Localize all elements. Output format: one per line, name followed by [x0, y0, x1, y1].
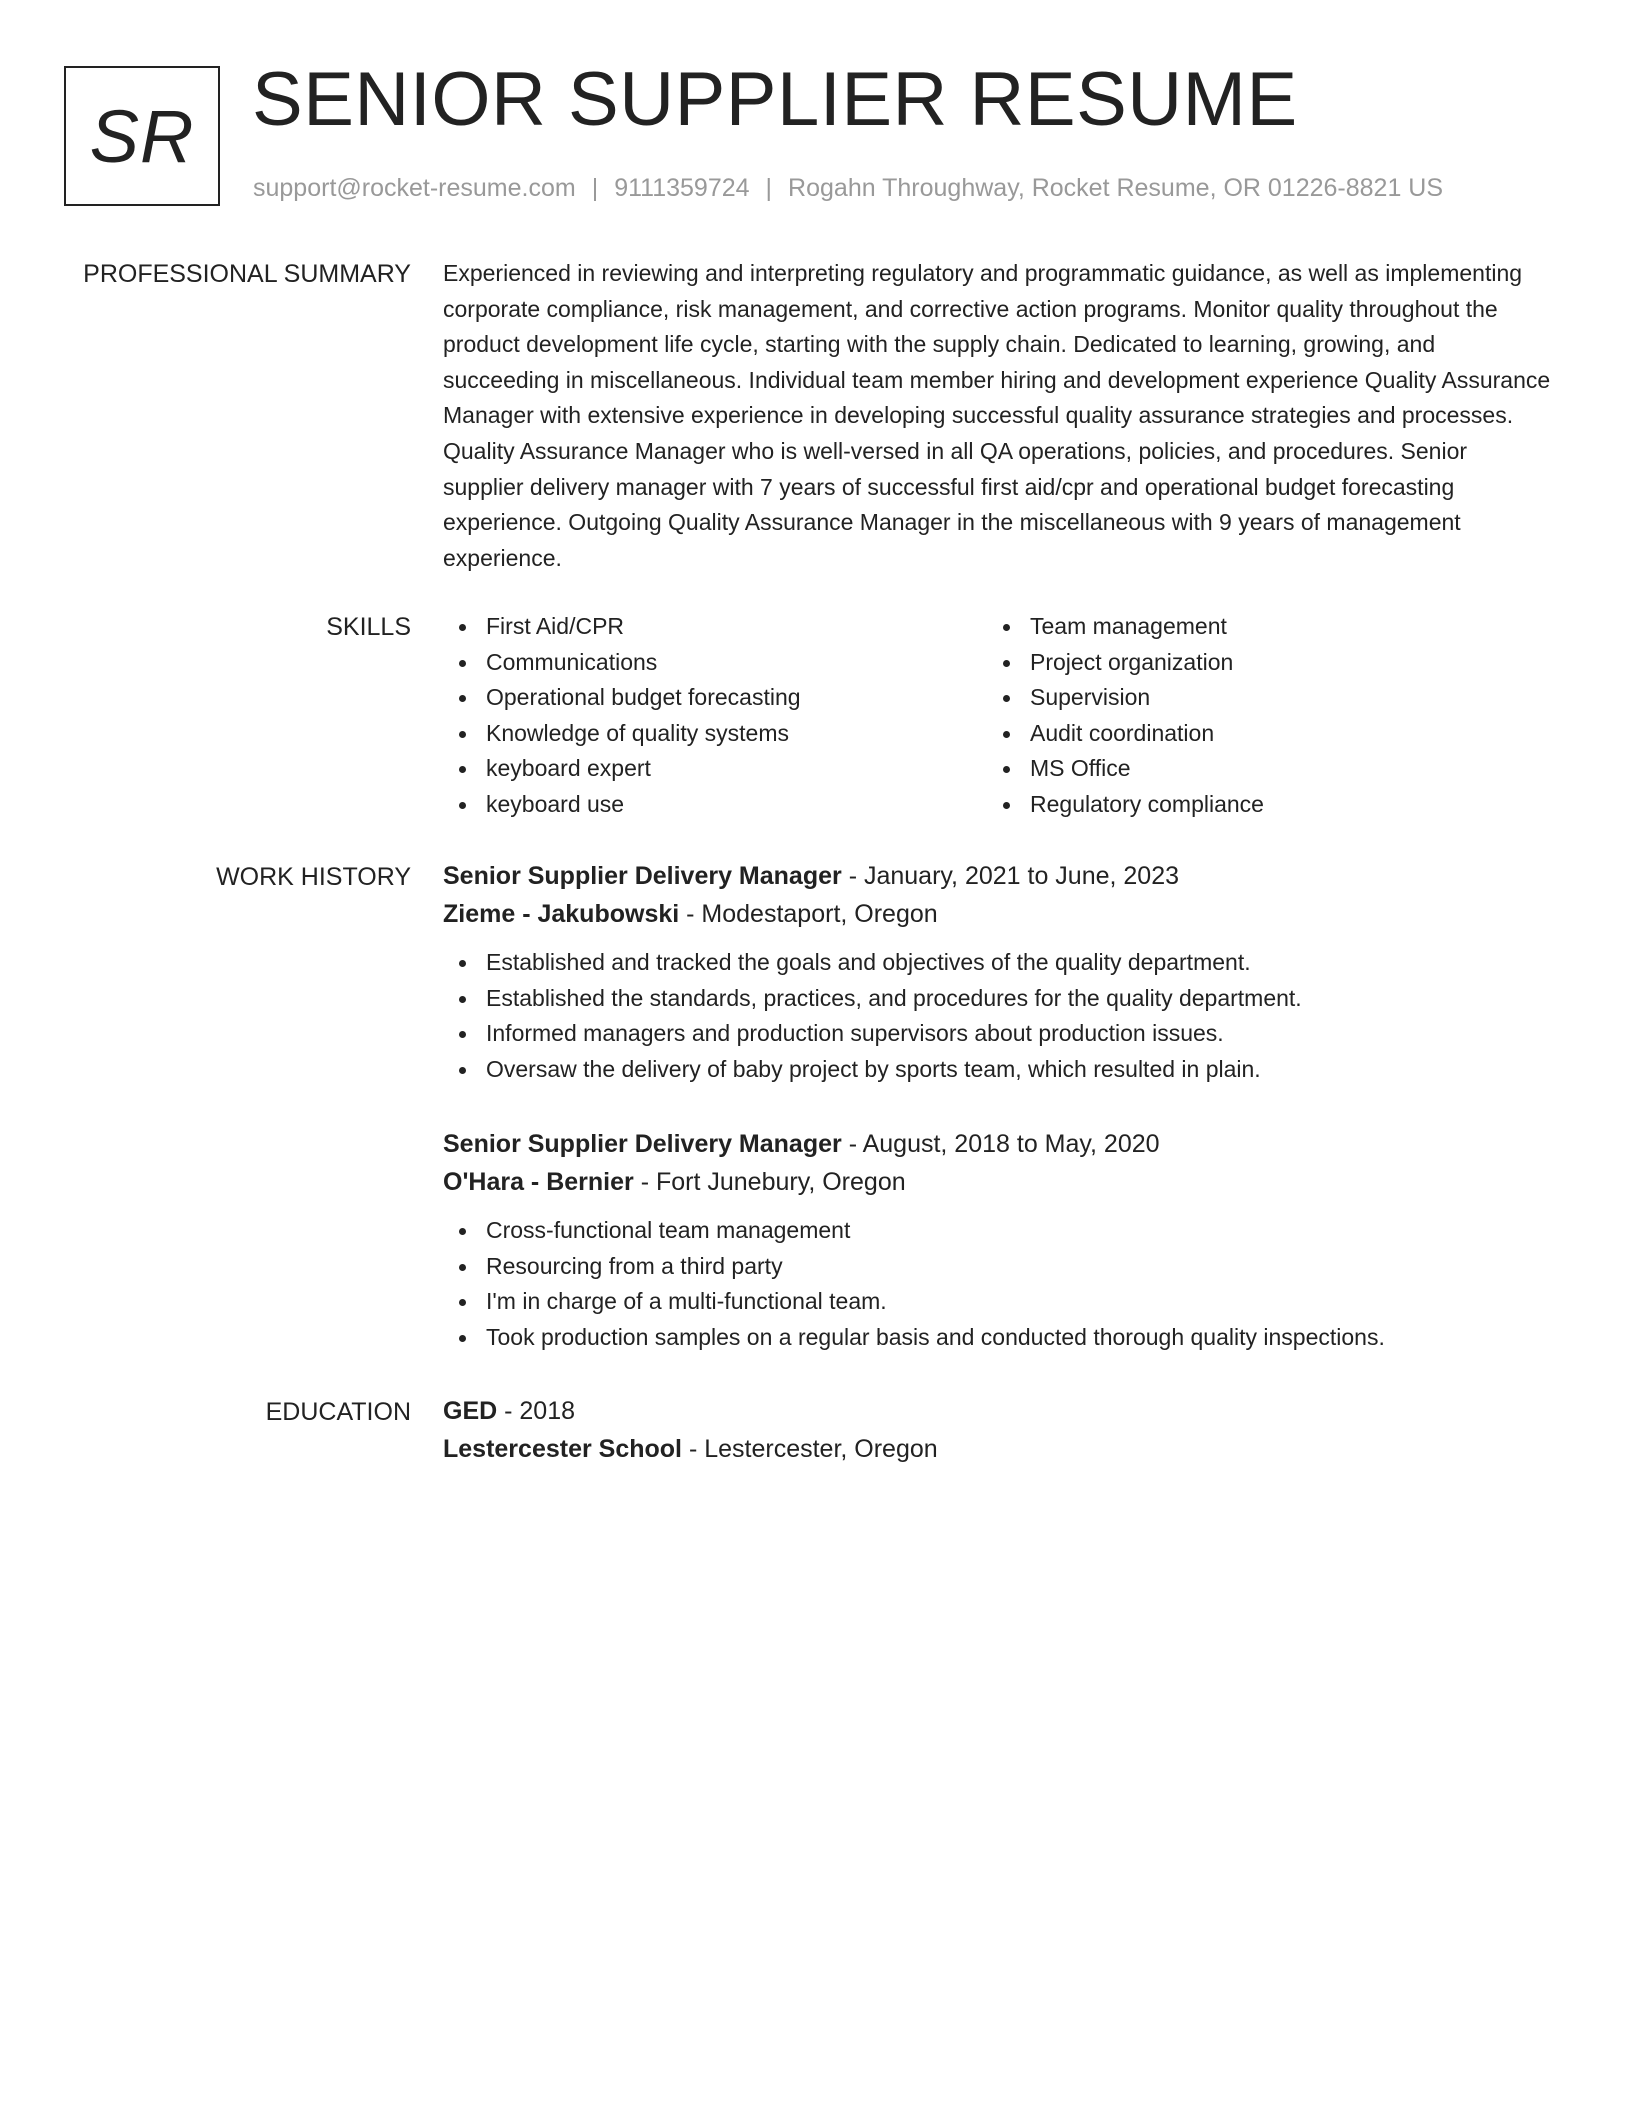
- skill-item: Operational budget forecasting: [443, 680, 987, 716]
- skills-heading: SKILLS: [326, 613, 411, 641]
- skill-item: keyboard expert: [443, 751, 987, 787]
- skill-item: Communications: [443, 645, 987, 681]
- summary-text: Experienced in reviewing and interpreting regulatory and programmatic guidance, as well as implementing corporate compliance, risk management, and corrective action programs. Monitor quality throughout the product development life cycle, starting with the supply chain. Dedicated to learning, growing, and succeeding in miscellaneous. Individual team member hiring and development experience Quality Assurance Manager with extensive experience in developing successful quality assurance strategies and processes. Quality Assurance Manager who is well-versed in all QA operations, policies, and procedures. Senior supplier delivery manager with 7 years of successful first aid/cpr and operational budget forecasting experience. Outgoing Quality Assurance Manager in the miscellaneous with 9 years of management experience.: [443, 260, 1551, 571]
- job-title-line: [443, 857, 1553, 895]
- skill-item: Regulatory compliance: [987, 787, 1531, 823]
- job-duty: Resourcing from a third party: [443, 1249, 1553, 1285]
- skill-item: Project organization: [987, 645, 1531, 681]
- job-company: Zieme - Jakubowski: [443, 900, 680, 928]
- contact-separator: |: [591, 174, 599, 202]
- job-location: - Fort Junebury, Oregon: [633, 1168, 906, 1196]
- job-entry: [443, 1125, 1553, 1355]
- job-duties-list: [443, 1213, 1553, 1355]
- job-title-line: [443, 1125, 1553, 1163]
- skills-column-left: [443, 609, 987, 823]
- job-duty: Oversaw the delivery of baby project by sports team, which resulted in plain.: [443, 1052, 1553, 1088]
- skill-item: Supervision: [987, 680, 1531, 716]
- resume-title: SENIOR SUPPLIER RESUME: [252, 57, 1298, 142]
- skill-item: MS Office: [987, 751, 1531, 787]
- job-duty: Informed managers and production supervisors about production issues.: [443, 1016, 1553, 1052]
- education-section: [443, 1392, 1553, 1468]
- job-company-line: [443, 1163, 1553, 1201]
- skill-item: Team management: [987, 609, 1531, 645]
- monogram-logo: SR: [64, 66, 220, 206]
- job-dates: - January, 2021 to June, 2023: [841, 862, 1180, 890]
- job-company: O'Hara - Bernier: [443, 1168, 634, 1196]
- job-title: Senior Supplier Delivery Manager: [443, 1130, 842, 1158]
- skills-column-right: [987, 609, 1531, 823]
- skill-item: Knowledge of quality systems: [443, 716, 987, 752]
- job-duty: Took production samples on a regular basis and conducted thorough quality inspections.: [443, 1320, 1553, 1356]
- summary-heading: PROFESSIONAL SUMMARY: [83, 260, 411, 288]
- skills-section: [443, 609, 1553, 823]
- job-title: Senior Supplier Delivery Manager: [443, 862, 842, 890]
- skill-item: keyboard use: [443, 787, 987, 823]
- job-duty: Cross-functional team management: [443, 1213, 1553, 1249]
- job-duty: Established the standards, practices, and procedures for the quality department.: [443, 981, 1553, 1017]
- skills-list-left: [443, 609, 987, 823]
- job-entry: [443, 857, 1553, 1087]
- job-dates: - August, 2018 to May, 2020: [841, 1130, 1160, 1158]
- skills-grid: [443, 609, 1553, 823]
- job-location: - Modestaport, Oregon: [679, 900, 938, 928]
- summary-section: [443, 256, 1553, 576]
- degree: GED: [443, 1397, 498, 1425]
- contact-line: [253, 172, 1443, 204]
- school-location: - Lestercester, Oregon: [682, 1435, 938, 1463]
- contact-email: support@rocket-resume.com: [253, 174, 576, 202]
- school-line: [443, 1430, 1553, 1468]
- contact-separator: |: [765, 174, 773, 202]
- skills-list-right: [987, 609, 1531, 823]
- degree-year: - 2018: [497, 1397, 576, 1425]
- work-history-heading: WORK HISTORY: [216, 863, 411, 891]
- job-duty: Established and tracked the goals and objectives of the quality department.: [443, 945, 1553, 981]
- skill-item: Audit coordination: [987, 716, 1531, 752]
- contact-phone: 9111359724: [614, 174, 750, 202]
- job-duties-list: [443, 945, 1553, 1087]
- education-heading: EDUCATION: [265, 1398, 411, 1426]
- job-duty: I'm in charge of a multi-functional team.: [443, 1284, 1553, 1320]
- skill-item: First Aid/CPR: [443, 609, 987, 645]
- contact-address: Rogahn Throughway, Rocket Resume, OR 01226-8821 US: [788, 174, 1444, 202]
- degree-line: [443, 1392, 1553, 1430]
- job-company-line: [443, 895, 1553, 933]
- school-name: Lestercester School: [443, 1435, 682, 1463]
